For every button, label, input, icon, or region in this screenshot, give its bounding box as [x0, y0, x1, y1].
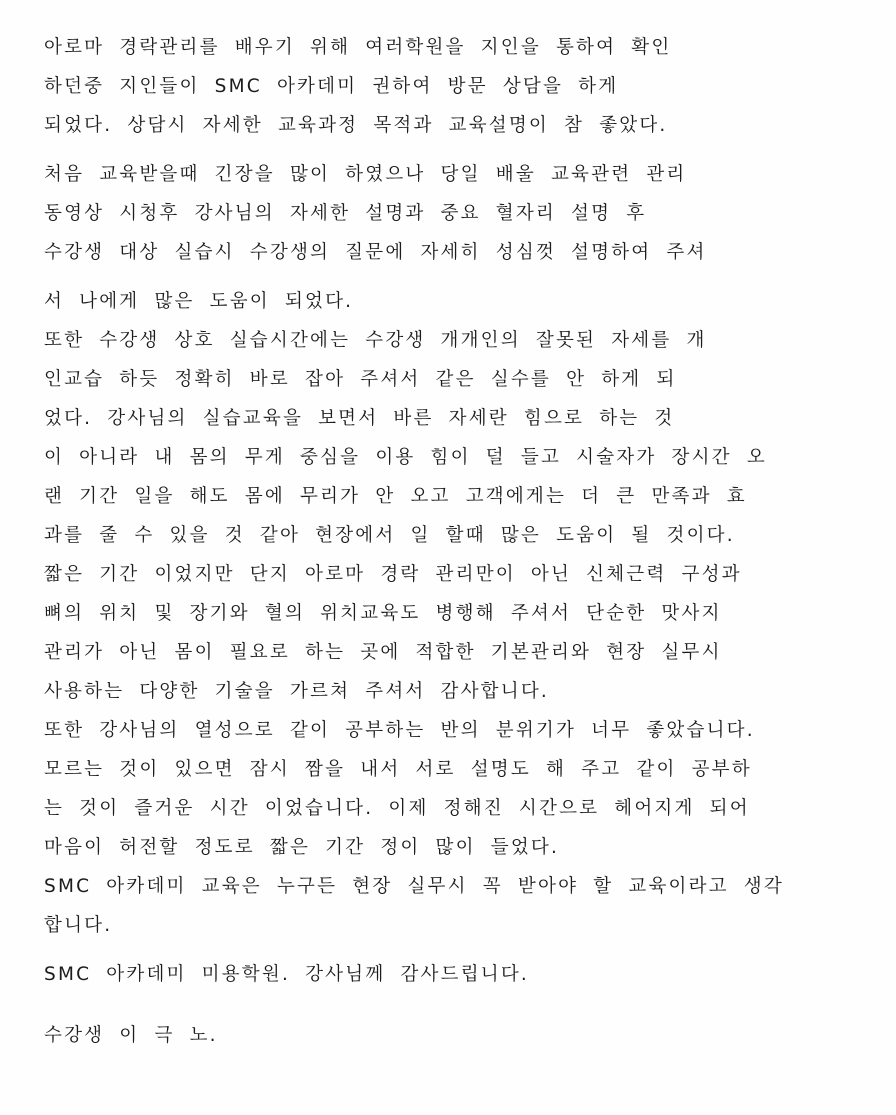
letter-line-18: 또한 강사님의 열성으로 같이 공부하는 반의 분위기가 너무 좋았습니다.: [44, 720, 755, 741]
letter-line-21: 마음이 허전할 정도로 짧은 기간 정이 많이 들었다.: [44, 837, 560, 858]
letter-line-1: 아로마 경락관리를 배우기 위해 여러학원을 지인을 통하여 확인: [44, 37, 672, 58]
letter-line-12: 랜 기간 일을 해도 몸에 무리가 안 오고 고객에게는 더 큰 만족과 효: [44, 486, 747, 507]
letter-line-7: 서 나에게 많은 도움이 되었다.: [44, 291, 354, 312]
letter-signature: 수강생 이 극 노.: [44, 1025, 218, 1046]
letter-line-11: 이 아니라 내 몸의 무게 중심을 이용 힘이 덜 들고 시술자가 장시간 오: [44, 447, 767, 468]
letter-line-2: 하던중 지인들이 SMC 아카데미 권하여 방문 상담을 하게: [44, 76, 619, 97]
letter-line-16: 관리가 아닌 몸이 필요로 하는 곳에 적합한 기본관리와 현장 실무시: [44, 642, 722, 663]
letter-line-22: SMC 아카데미 교육은 누구든 현장 실무시 꼭 받아야 할 교육이라고 생각: [44, 876, 784, 897]
letter-line-3: 되었다. 상담시 자세한 교육과정 목적과 교육설명이 참 좋았다.: [44, 115, 668, 136]
letter-line-19: 모르는 것이 있으면 잠시 짬을 내서 서로 설명도 해 주고 같이 공부하: [44, 759, 752, 780]
handwritten-letter-body: [44, 28, 864, 1055]
letter-line-23: 합니다.: [44, 915, 113, 936]
letter-line-14: 짧은 기간 이었지만 단지 아로마 경락 관리만이 아닌 신체근력 구성과: [44, 564, 742, 585]
letter-line-4: 처음 교육받을때 긴장을 많이 하였으나 당일 배울 교육관련 관리: [44, 164, 687, 185]
letter-line-20: 는 것이 즐거운 시간 이었습니다. 이제 정해진 시간으로 헤어지게 되어: [44, 798, 750, 819]
letter-line-15: 뼈의 위치 및 장기와 혈의 위치교육도 병행해 주셔서 단순한 맛사지: [44, 603, 722, 624]
letter-line-13: 과를 줄 수 있을 것 같아 현장에서 일 할때 많은 도움이 될 것이다.: [44, 525, 735, 546]
letter-line-5: 동영상 시청후 강사님의 자세한 설명과 중요 혈자리 설명 후: [44, 203, 647, 224]
letter-line-6: 수강생 대상 실습시 수강생의 질문에 자세히 성심껏 설명하여 주셔: [44, 242, 707, 263]
letter-line-9: 인교습 하듯 정확히 바로 잡아 주셔서 같은 실수를 안 하게 되: [44, 369, 677, 390]
letter-line-10: 었다. 강사님의 실습교육을 보면서 바른 자세란 힘으로 하는 것: [44, 408, 675, 429]
letter-line-8: 또한 수강생 상호 실습시간에는 수강생 개개인의 잘못된 자세를 개: [44, 330, 707, 351]
letter-line-17: 사용하는 다양한 기술을 가르쳐 주셔서 감사합니다.: [44, 681, 549, 702]
letter-line-24: SMC 아카데미 미용학원. 강사님께 감사드립니다.: [44, 964, 529, 985]
